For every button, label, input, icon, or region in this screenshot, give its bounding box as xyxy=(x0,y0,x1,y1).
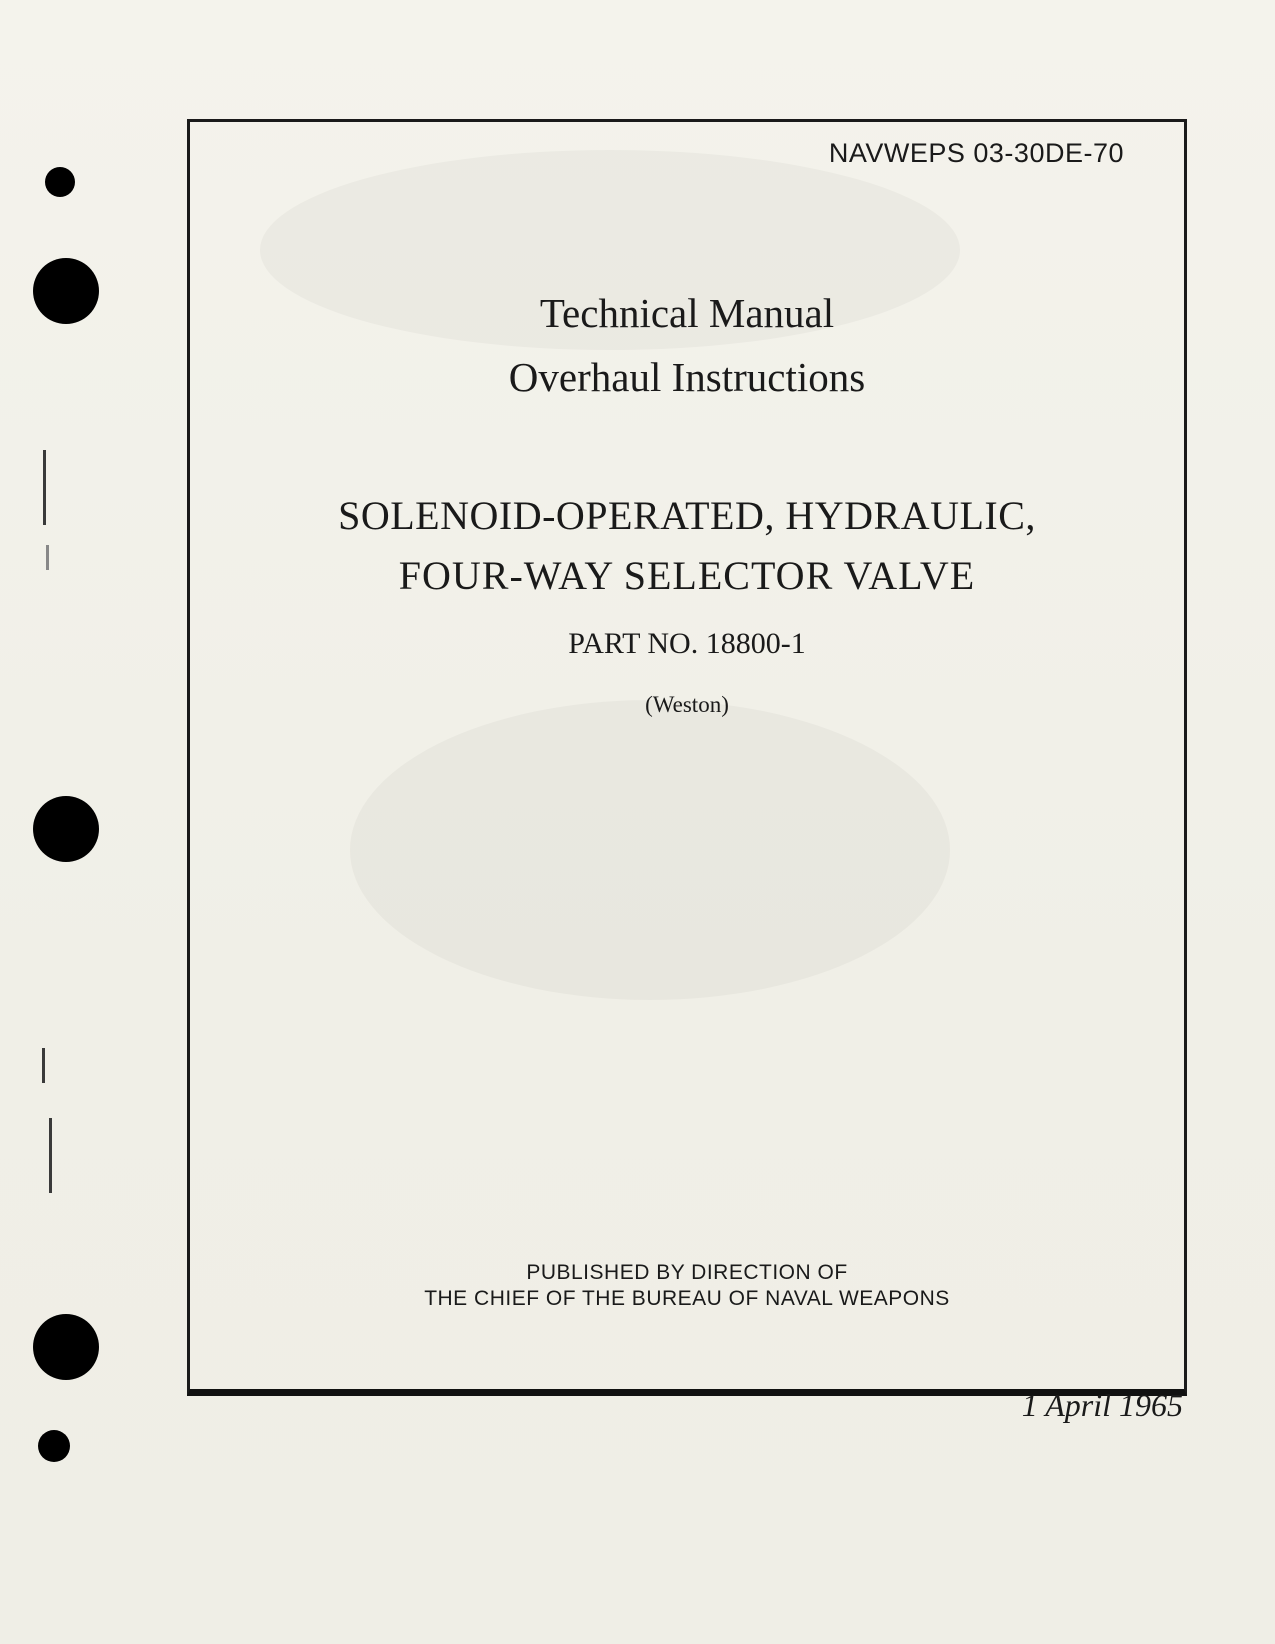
binding-mark xyxy=(49,1118,52,1193)
part-number: PART NO. 18800-1 xyxy=(568,627,806,660)
binder-hole xyxy=(38,1430,70,1462)
document-number: NAVWEPS 03-30DE-70 xyxy=(828,138,1124,168)
binder-hole xyxy=(33,796,99,862)
publication-date: 1 April 1965 xyxy=(1021,1387,1183,1423)
binding-mark xyxy=(46,545,49,570)
binding-mark xyxy=(43,450,46,525)
manual-title: Technical Manual xyxy=(539,290,835,336)
manual-subtitle: Overhaul Instructions xyxy=(508,354,866,400)
binding-mark xyxy=(42,1048,45,1083)
binder-hole xyxy=(33,1314,99,1380)
cover-frame xyxy=(187,119,1187,1396)
publisher-line2: THE CHIEF OF THE BUREAU OF NAVAL WEAPONS xyxy=(424,1287,950,1310)
binder-hole xyxy=(45,167,75,197)
manufacturer: (Weston) xyxy=(645,692,729,717)
publisher-line1: PUBLISHED BY DIRECTION OF xyxy=(526,1261,848,1284)
subject-title-line2: FOUR-WAY SELECTOR VALVE xyxy=(398,553,976,598)
binder-hole xyxy=(33,258,99,324)
subject-title-line1: SOLENOID-OPERATED, HYDRAULIC, xyxy=(338,493,1036,538)
